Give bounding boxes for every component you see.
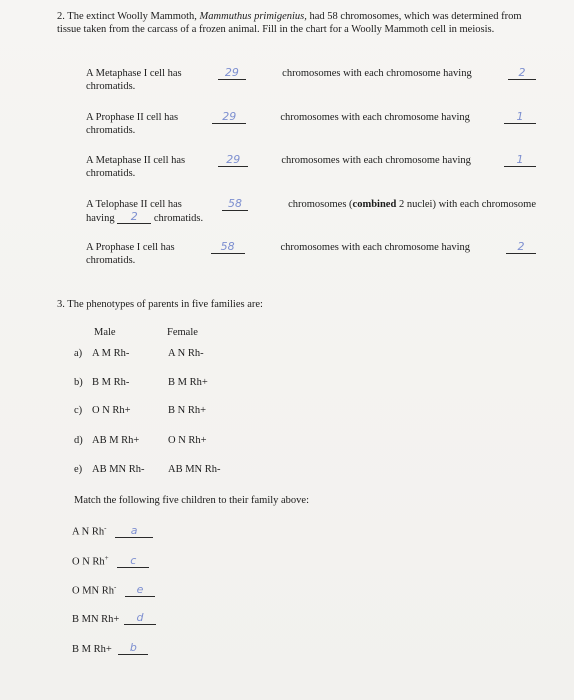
family-female: B M Rh+ bbox=[168, 377, 208, 388]
q3-header-male: Male bbox=[94, 327, 116, 338]
family-male: O N Rh+ bbox=[92, 405, 131, 416]
handwritten-answer: c bbox=[130, 553, 137, 567]
q2-item-suffix: chromatids. bbox=[86, 125, 136, 136]
handwritten-answer: 29 bbox=[222, 110, 237, 123]
q2-item-having: having bbox=[86, 213, 115, 224]
child-phenotype: B M Rh+ bbox=[72, 644, 112, 655]
q2-item-telophase-2 bbox=[86, 198, 536, 225]
child-phenotype: O N Rh bbox=[72, 556, 105, 568]
q2-item-prefix: A Prophase II cell has bbox=[86, 112, 179, 123]
q2-item-mid-a: chromosomes ( bbox=[288, 199, 353, 210]
q2-item-prefix: A Telophase II cell has bbox=[86, 199, 182, 210]
handwritten-answer: 29 bbox=[224, 66, 239, 79]
answer-blank[interactable] bbox=[118, 642, 148, 655]
q2-item-mid-bold: combined bbox=[352, 199, 397, 210]
family-male: AB M Rh+ bbox=[92, 435, 140, 446]
q2-item-mid-b: 2 nuclei) with each chromosome bbox=[398, 199, 536, 210]
handwritten-answer: 1 bbox=[516, 110, 524, 123]
family-male: B M Rh- bbox=[92, 377, 130, 388]
q2-item-mid: chromosomes with each chromosome having bbox=[280, 112, 470, 123]
handwritten-answer: e bbox=[136, 582, 144, 596]
family-label: e) bbox=[74, 464, 83, 475]
handwritten-answer: 2 bbox=[130, 210, 138, 223]
q2-intro-b: had 58 chromosomes, which was determined from tissue taken from the carcass of a frozen animal. Fill in the chart for a Woolly Mammoth cell in meiosis. bbox=[57, 11, 522, 35]
q2-item-suffix: chromatids. bbox=[86, 168, 136, 179]
answer-blank[interactable] bbox=[508, 67, 536, 80]
q2-item-metaphase-2 bbox=[86, 154, 536, 180]
child-rh-sign: - bbox=[104, 524, 107, 532]
answer-blank[interactable] bbox=[115, 525, 153, 538]
answer-blank[interactable] bbox=[212, 111, 246, 124]
child-row bbox=[72, 612, 156, 625]
q2-item-suffix: chromatids. bbox=[86, 81, 136, 92]
q2-item-prophase-1 bbox=[86, 241, 536, 267]
family-female: O N Rh+ bbox=[168, 435, 207, 446]
child-phenotype: A N Rh bbox=[72, 526, 105, 538]
answer-blank[interactable] bbox=[211, 241, 245, 254]
answer-blank[interactable] bbox=[117, 211, 151, 224]
answer-blank[interactable] bbox=[218, 154, 248, 167]
q2-intro bbox=[57, 10, 543, 36]
q2-item-suffix: chromatids. bbox=[153, 213, 204, 224]
answer-blank[interactable] bbox=[125, 584, 155, 597]
handwritten-answer: b bbox=[129, 641, 137, 654]
child-phenotype: O MN Rh bbox=[72, 585, 115, 597]
answer-blank[interactable] bbox=[222, 198, 248, 211]
family-female: B N Rh+ bbox=[168, 405, 207, 416]
child-row bbox=[72, 583, 155, 597]
handwritten-answer: 1 bbox=[516, 153, 524, 166]
child-row bbox=[72, 642, 148, 655]
handwritten-answer: d bbox=[136, 611, 144, 624]
family-female: AB MN Rh- bbox=[168, 464, 221, 475]
q2-item-mid: chromosomes with each chromosome having bbox=[280, 242, 471, 253]
handwritten-answer: 29 bbox=[226, 153, 241, 166]
handwritten-answer: 58 bbox=[227, 197, 242, 210]
q2-intro-a: 2. The extinct Woolly Mammoth, bbox=[57, 11, 197, 22]
family-label: d) bbox=[74, 435, 83, 446]
answer-blank[interactable] bbox=[506, 241, 536, 254]
q3-title: 3. The phenotypes of parents in five families are: bbox=[57, 299, 263, 310]
q2-item-prefix: A Prophase I cell has bbox=[86, 242, 175, 253]
q3-header-female: Female bbox=[167, 327, 198, 338]
q2-item-prophase-2 bbox=[86, 111, 536, 137]
q2-item-metaphase-1 bbox=[86, 67, 536, 93]
child-rh-sign: + bbox=[104, 554, 109, 562]
q2-item-mid: chromosomes with each chromosome having bbox=[281, 155, 471, 166]
handwritten-answer: 2 bbox=[518, 66, 526, 79]
family-label: b) bbox=[74, 377, 83, 388]
answer-blank[interactable] bbox=[124, 612, 156, 625]
family-label: a) bbox=[74, 348, 83, 359]
child-row bbox=[72, 524, 153, 538]
family-male: AB MN Rh- bbox=[92, 464, 145, 475]
q2-intro-species: Mammuthus primigenius, bbox=[199, 11, 307, 22]
handwritten-answer: 58 bbox=[220, 240, 235, 253]
answer-blank[interactable] bbox=[504, 154, 536, 167]
handwritten-answer: 2 bbox=[517, 240, 525, 253]
child-row bbox=[72, 554, 149, 568]
family-female: A N Rh- bbox=[168, 348, 204, 359]
answer-blank[interactable] bbox=[117, 555, 149, 568]
family-label: c) bbox=[74, 405, 83, 416]
family-male: A M Rh- bbox=[92, 348, 130, 359]
q2-item-prefix: A Metaphase I cell has bbox=[86, 68, 182, 79]
child-phenotype: B MN Rh+ bbox=[72, 614, 120, 625]
handwritten-answer: a bbox=[130, 523, 138, 537]
child-rh-sign: - bbox=[114, 583, 117, 591]
answer-blank[interactable] bbox=[504, 111, 536, 124]
q2-item-prefix: A Metaphase II cell has bbox=[86, 155, 186, 166]
q2-item-mid: chromosomes with each chromosome having bbox=[282, 68, 472, 79]
q2-item-suffix: chromatids. bbox=[86, 255, 136, 266]
answer-blank[interactable] bbox=[218, 67, 246, 80]
q3-match-prompt: Match the following five children to their family above: bbox=[74, 495, 310, 506]
